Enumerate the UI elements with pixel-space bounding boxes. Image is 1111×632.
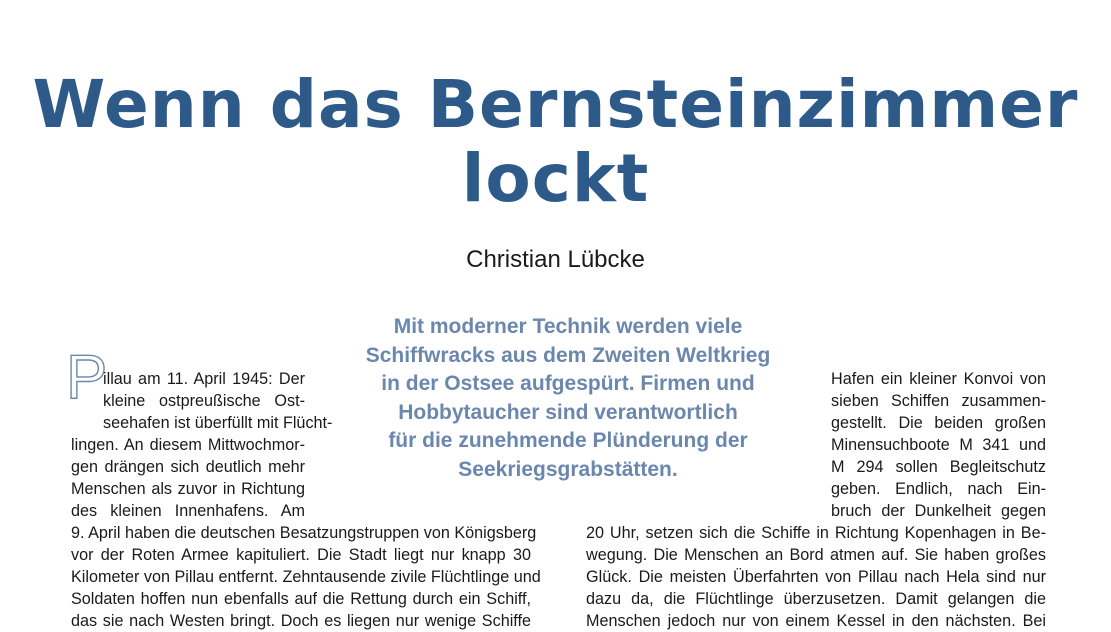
lede-line: in der Ostsee aufgespürt. Firmen und [381,372,755,396]
body-line: M 294 sollen Begleitschutz [831,458,1046,476]
body-line: seehafen ist überfüllt mit Flücht- [103,414,333,432]
body-line: dazu da, die Flüchtlinge überzusetzen. Damit gelangen die [586,590,1046,608]
drop-cap: P [66,343,108,412]
body-line: Menschen als zuvor in Richtung [71,480,305,498]
body-line: gestellt. Die beiden großen [831,414,1046,432]
body-line: vor der Roten Armee kapituliert. Die Stadt liegt nur knapp 30 [71,546,531,564]
body-line: kleine ostpreußische Ost- [103,392,305,410]
body-line: des kleinen Innenhafens. Am [71,502,305,520]
body-line: Minensuchboote M 341 und [831,436,1046,454]
lede-line: Mit moderner Technik werden viele [393,315,743,338]
lede-paragraph [330,313,806,485]
lede-line: Hobbytaucher sind verantwortlich [398,400,738,424]
body-line: 9. April haben die deutschen Besatzungstruppen von Königsberg [71,524,537,542]
body-line: Kilometer von Pillau entfernt. Zehntausende zivile Flüchtlinge und [71,568,541,586]
body-line: 20 Uhr, setzen sich die Schiffe in Richtung Kopenhagen in Be- [586,524,1046,542]
body-line: Soldaten hoffen nun ebenfalls auf die Rettung durch ein Schiff, [71,590,531,608]
body-line: lingen. An diesem Mittwochmor- [71,436,305,454]
body-line: Hafen ein kleiner Konvoi von [831,370,1046,388]
author-byline: Christian Lübcke [466,246,645,273]
body-line: bruch der Dunkelheit gegen [831,502,1046,520]
lede-line: Seekriegsgrabstätten. [458,457,678,481]
body-line: Glück. Die meisten Überfahrten von Pillau nach Hela sind nur [586,568,1046,586]
body-line: wegung. Die Menschen an Bord atmen auf. Sie haben großes [586,546,1046,564]
body-line: geben. Endlich, nach Ein- [831,480,1046,498]
lede-line: für die zunehmende Plünderung der [388,429,748,453]
body-line: sieben Schiffen zusammen- [831,392,1046,410]
lede-line: Schiffwracks aus dem Zweiten Weltkrieg [365,343,771,367]
title-line-2: lockt [461,140,650,217]
body-line: Menschen jedoch nur von einem Kessel in den nächsten. Bei [586,612,1046,630]
title-line-1: Wenn das Bernsteinzimmer [32,66,1079,143]
body-line: illau am 11. April 1945: Der [103,370,305,388]
body-line: das sie nach Westen bringt. Doch es liegen nur wenige Schiffe [71,612,531,630]
body-line: gen drängen sich deutlich mehr [71,458,305,476]
article-title-text [0,68,1111,216]
